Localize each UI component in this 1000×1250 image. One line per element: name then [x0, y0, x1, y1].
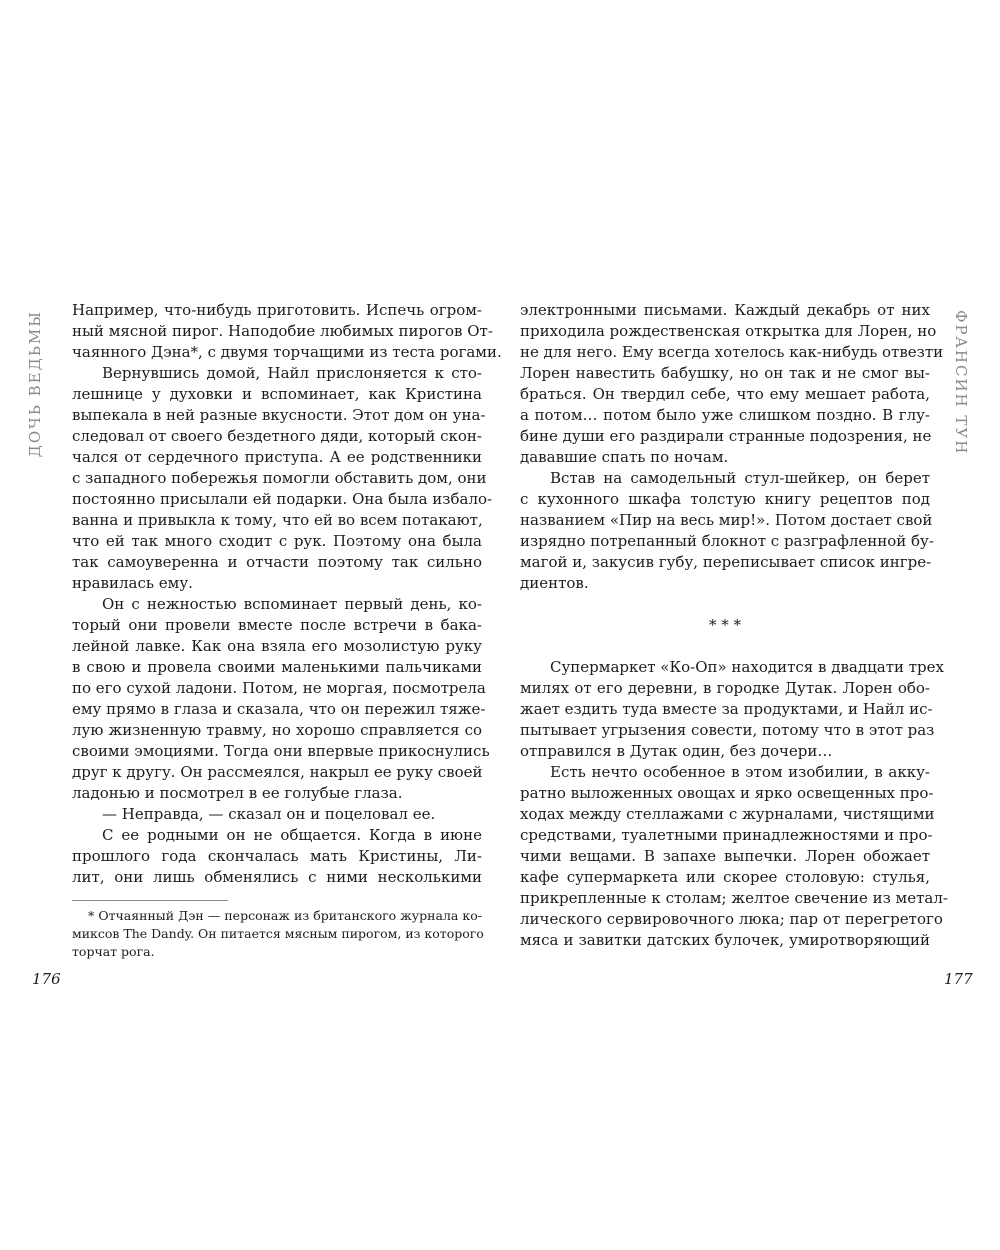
text-line: пытывает угрызения совести, потому что в этот раз	[520, 721, 935, 739]
text-line: Он с нежностью вспоминает первый день, ко-	[102, 595, 482, 613]
page-number-right: 177	[944, 970, 973, 988]
text-line: ратно выложенных овощах и ярко освещенных про-	[520, 784, 934, 802]
text-line: ванна и привыкла к тому, что ей во всем потакают,	[72, 511, 483, 529]
text-line: а потом… потом было уже слишком поздно. В глу-	[520, 406, 930, 424]
text-line: лического сервировочного люка; пар от перегретого	[520, 910, 943, 928]
text-line: ный мясной пирог. Наподобие любимых пирогов От-	[72, 322, 493, 340]
text-line: не для него. Ему всегда хотелось как-нибудь отвезти	[520, 343, 944, 361]
text-line: с кухонного шкафа толстую книгу рецептов под	[520, 490, 930, 508]
footnote-line: * Отчаянный Дэн — персонаж из британского журнала ко-	[88, 908, 482, 923]
text-line: Вернувшись домой, Найл прислоняется к сто-	[102, 364, 482, 382]
text-line: своими эмоциями. Тогда они впервые прикоснулись	[72, 742, 490, 760]
text-line: Например, что-нибудь приготовить. Испечь огром-	[72, 301, 482, 319]
text-line: Встав на самодельный стул-шейкер, он берет	[550, 469, 930, 487]
text-line: С ее родными он не общается. Когда в июне	[102, 826, 482, 844]
running-head-book-title: ДОЧЬ ВЕДЬМЫ	[26, 310, 44, 458]
text-line: друг к другу. Он рассмеялся, накрыл ее руку своей	[72, 763, 483, 781]
text-line: Лорен навестить бабушку, но он так и не смог вы-	[520, 364, 930, 382]
text-line: чаянного Дэна*, с двумя торчащими из теста рогами.	[72, 343, 502, 361]
dialogue-line: — Неправда, — сказал он и поцеловал ее.	[102, 805, 436, 823]
text-line: что ей так много сходит с рук. Поэтому она была	[72, 532, 482, 550]
text-line: электронными письмами. Каждый декабрь от них	[520, 301, 930, 319]
text-line: мяса и завитки датских булочек, умиротворяющий	[520, 931, 930, 949]
text-line: дававшие спать по ночам.	[520, 448, 729, 466]
footnote-divider	[72, 900, 228, 901]
text-line: диентов.	[520, 574, 589, 592]
text-line: кафе супермаркета или скорее столовую: стулья,	[520, 868, 930, 886]
footnote-line: миксов The Dandy. Он питается мясным пирогом, из которого	[72, 926, 484, 941]
text-line: следовал от своего бездетного дяди, который скон-	[72, 427, 482, 445]
page-number-left: 176	[32, 970, 61, 988]
text-line: средствами, туалетными принадлежностями и про-	[520, 826, 933, 844]
text-line: Супермаркет «Ко-Оп» находится в двадцати трех	[550, 658, 944, 676]
left-page	[72, 300, 502, 961]
text-line: с западного побережья помогли обставить дом, они	[72, 469, 487, 487]
text-line: нравилась ему.	[72, 574, 193, 592]
text-line: прошлого года скончалась мать Кристины, Ли-	[72, 847, 482, 865]
text-line: Есть нечто особенное в этом изобилии, в акку-	[550, 763, 930, 781]
text-line: торый они провели вместе после встречи в бака-	[72, 616, 482, 634]
footnote-line: торчат рога.	[72, 944, 155, 959]
text-line: браться. Он твердил себе, что ему мешает работа,	[520, 385, 930, 403]
text-line: отправился в Дутак один, без дочери…	[520, 742, 833, 760]
text-line: постоянно присылали ей подарки. Она была избало-	[72, 490, 493, 508]
text-line: магой и, закусив губу, переписывает список ингре-	[520, 553, 932, 571]
text-line: изрядно потрепанный блокнот с разграфленной бу-	[520, 532, 934, 550]
section-break: * * *	[708, 616, 742, 634]
text-line: прикрепленные к столам; желтое свечение из метал-	[520, 889, 948, 907]
text-line: ходах между стеллажами с журналами, чистящими	[520, 805, 935, 823]
text-line: ему прямо в глаза и сказала, что он пережил тяже-	[72, 700, 486, 718]
section-gap	[520, 594, 930, 615]
text-line: чался от сердечного приступа. А ее родственники	[72, 448, 482, 466]
text-line: милях от его деревни, в городке Дутак. Лорен обо-	[520, 679, 930, 697]
running-head-author: ФРАНСИН ТУН	[952, 310, 970, 456]
text-line: названием «Пир на весь мир!». Потом достает свой	[520, 511, 933, 529]
text-line: чими вещами. В запахе выпечки. Лорен обожает	[520, 847, 930, 865]
text-line: лешнице у духовки и вспоминает, как Кристина	[72, 385, 482, 403]
text-line: ладонью и посмотрел в ее голубые глаза.	[72, 784, 403, 802]
text-line: по его сухой ладони. Потом, не моргая, посмотрела	[72, 679, 486, 697]
text-line: выпекала в ней разные вкусности. Этот дом он уна-	[72, 406, 486, 424]
text-line: лую жизненную травму, но хорошо справляется со	[72, 721, 482, 739]
text-line: бине души его раздирали странные подозрения, не	[520, 427, 932, 445]
right-page	[520, 300, 948, 951]
text-line: приходила рождественская открытка для Лорен, но	[520, 322, 937, 340]
section-gap	[520, 636, 930, 657]
text-line: лейной лавке. Как она взяла его мозолистую руку	[72, 637, 482, 655]
text-line: лит, они лишь обменялись с ними несколькими	[72, 868, 482, 886]
text-line: жает ездить туда вместе за продуктами, и Найл ис-	[520, 700, 933, 718]
text-line: в свою и провела своими маленькими пальчиками	[72, 658, 482, 676]
text-line: так самоуверенна и отчасти поэтому так сильно	[72, 553, 482, 571]
